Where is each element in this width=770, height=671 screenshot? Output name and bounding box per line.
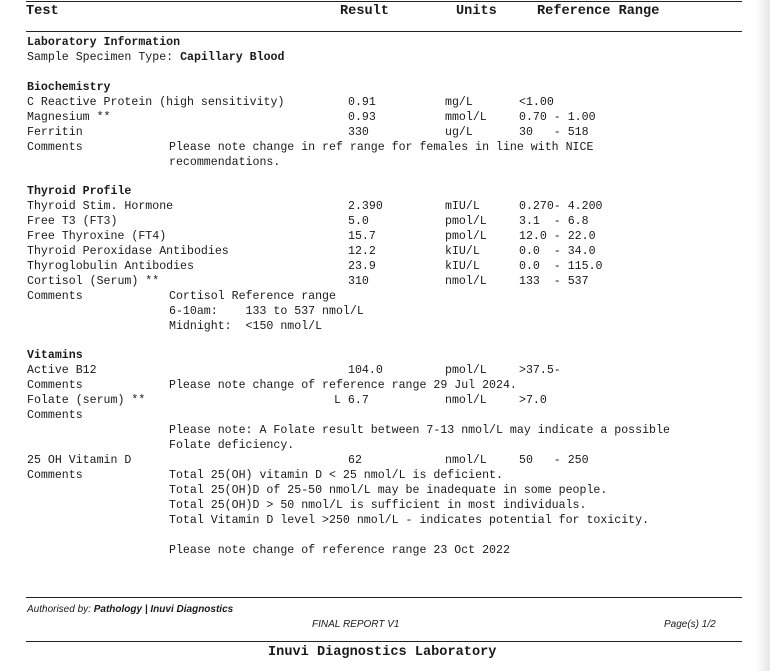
test-range: 50 - 250 [519, 454, 589, 467]
comment-line: Please note change in ref range for females in line with NICE [169, 141, 594, 154]
test-result: 0.91 [348, 96, 376, 109]
test-name: Active B12 [27, 364, 97, 377]
comment-line: Total 25(OH) vitamin D < 25 nmol/L is deficient. [169, 469, 503, 482]
test-name: Thyroid Stim. Hormone [27, 200, 174, 213]
test-name: 25 OH Vitamin D [27, 454, 132, 467]
comments-label: Comments [27, 409, 83, 422]
header-rule [26, 31, 742, 32]
comment-line: Total 25(OH)D > 50 nmol/L is sufficient in most individuals. [169, 499, 587, 512]
test-range: 30 - 518 [519, 126, 589, 139]
test-result: 0.93 [348, 111, 376, 124]
reference-change-note: Please note change of reference range 23 Oct 2022 [169, 544, 510, 557]
test-result: L 6.7 [334, 394, 369, 407]
test-units: mg/L [445, 96, 473, 109]
test-range: 0.0 - 115.0 [519, 260, 603, 273]
test-units: ug/L [445, 126, 473, 139]
test-units: pmol/L [445, 230, 487, 243]
test-range: 12.0 - 22.0 [519, 230, 596, 243]
comment-line: Midnight: <150 nmol/L [169, 320, 323, 333]
test-range: 3.1 - 6.8 [519, 215, 589, 228]
header-result: Result [340, 4, 389, 19]
test-result: 2.390 [348, 200, 383, 213]
vitamins-heading: Vitamins [27, 349, 83, 362]
comment-line: Cortisol Reference range [169, 290, 336, 303]
comments-label: Comments [27, 379, 83, 392]
test-units: pmol/L [445, 364, 487, 377]
comment-line: Please note change of reference range 29 Jul 2024. [169, 379, 517, 392]
test-name: Folate (serum) ** [27, 394, 146, 407]
test-range: <1.00 [519, 96, 554, 109]
specimen-label: Sample Specimen Type: [27, 51, 174, 64]
comment-line: 6-10am: 133 to 537 nmol/L [169, 305, 364, 318]
test-result: 62 [348, 454, 362, 467]
test-units: pmol/L [445, 215, 487, 228]
comment-line: Folate deficiency. [169, 439, 295, 452]
test-range: >37.5- [519, 364, 561, 377]
test-units: nmol/L [445, 394, 487, 407]
specimen-type [27, 50, 284, 65]
laboratory-name: Inuvi Diagnostics Laboratory [268, 645, 497, 660]
test-name: Magnesium ** [27, 111, 111, 124]
test-result: 104.0 [348, 364, 383, 377]
footer-top-rule [26, 597, 742, 598]
test-result: 12.2 [348, 245, 376, 258]
test-range: 0.270- 4.200 [519, 200, 603, 213]
test-units: nmol/L [445, 275, 487, 288]
authorised-value: Pathology | Inuvi Diagnostics [93, 604, 234, 615]
report-status: FINAL REPORT V1 [312, 619, 400, 630]
comment-line: Please note: A Folate result between 7-13 nmol/L may indicate a possible [169, 424, 670, 437]
test-name: Free Thyroxine (FT4) [27, 230, 167, 243]
lab-info-heading: Laboratory Information [27, 36, 181, 49]
comments-label: Comments [27, 141, 83, 154]
test-result: 15.7 [348, 230, 376, 243]
page-edge-shadow [756, 0, 770, 671]
footer-bottom-rule [26, 641, 742, 642]
authorised-label: Authorised by: [27, 604, 91, 615]
test-units: nmol/L [445, 454, 487, 467]
comment-line: Total 25(OH)D of 25-50 nmol/L may be inadequate in some people. [169, 484, 608, 497]
comment-line: Total Vitamin D level >250 nmol/L - indicates potential for toxicity. [169, 514, 650, 527]
test-units: mmol/L [445, 111, 487, 124]
test-units: mIU/L [445, 200, 480, 213]
thyroid-heading: Thyroid Profile [27, 185, 132, 198]
test-units: kIU/L [445, 245, 480, 258]
test-result: 5.0 [348, 215, 369, 228]
test-name: Ferritin [27, 126, 83, 139]
comments-label: Comments [27, 290, 83, 303]
test-result: 23.9 [348, 260, 376, 273]
header-test: Test [26, 4, 59, 19]
test-name: Free T3 (FT3) [27, 215, 118, 228]
header-units: Units [456, 4, 497, 19]
test-range: >7.0 [519, 394, 547, 407]
test-name: C Reactive Protein (high sensitivity) [27, 96, 285, 109]
test-range: 133 - 537 [519, 275, 589, 288]
authorised-by [27, 604, 233, 615]
header-reference-range: Reference Range [537, 4, 660, 19]
page-count: Page(s) 1/2 [664, 619, 716, 630]
test-range: 0.70 - 1.00 [519, 111, 596, 124]
test-name: Thyroid Peroxidase Antibodies [27, 245, 229, 258]
specimen-value: Capillary Blood [180, 51, 285, 64]
test-result: 310 [348, 275, 369, 288]
test-name: Thyroglobulin Antibodies [27, 260, 194, 273]
test-units: kIU/L [445, 260, 480, 273]
test-name: Cortisol (Serum) ** [27, 275, 160, 288]
top-rule [26, 1, 742, 2]
comment-line: recommendations. [169, 156, 281, 169]
comments-label: Comments [27, 469, 83, 482]
test-range: 0.0 - 34.0 [519, 245, 596, 258]
biochemistry-heading: Biochemistry [27, 81, 111, 94]
test-result: 330 [348, 126, 369, 139]
